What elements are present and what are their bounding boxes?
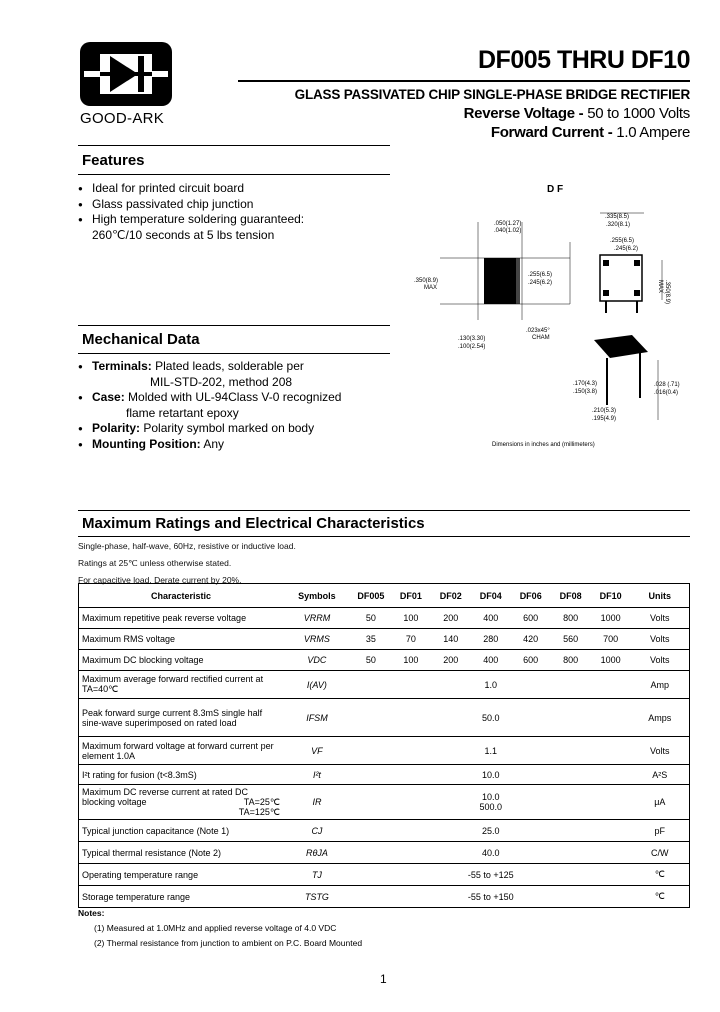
mech-case: ● Case: Molded with UL-94Class V-0 recognized: [78, 390, 341, 406]
svg-text:.130(3.30): .130(3.30): [458, 336, 486, 342]
svg-text:CHAM: CHAM: [532, 335, 550, 341]
title-divider: [238, 80, 690, 82]
feature-item: ● Ideal for printed circuit board: [78, 181, 304, 197]
table-row: Maximum forward voltage at forward current per element 1.0A VF 1.1 Volts: [79, 737, 690, 765]
reverse-voltage-spec: Reverse Voltage - 50 to 1000 Volts: [463, 105, 690, 122]
forward-current-spec: Forward Current - 1.0 Ampere: [490, 124, 690, 141]
package-diagram: [410, 180, 700, 460]
svg-text:.255(6.5): .255(6.5): [528, 272, 553, 278]
svg-text:.028 (.71): .028 (.71): [654, 382, 680, 388]
mech-mounting: ● Mounting Position: Any: [78, 437, 341, 453]
table-row: Storage temperature range TSTG -55 to +150 ℃: [79, 886, 690, 908]
svg-text:.350(8.9): .350(8.9): [664, 280, 670, 305]
diode-logo-icon: [80, 42, 172, 106]
svg-text:.245(6.2): .245(6.2): [528, 280, 553, 286]
mech-case-cont: flame retartant epoxy: [126, 405, 239, 420]
mech-terminals-cont: MIL-STD-202, method 208: [150, 374, 293, 389]
svg-text:.350(8.9): .350(8.9): [414, 278, 439, 284]
feature-item-continuation: 260℃/10 seconds at 5 lbs tension: [92, 227, 275, 242]
features-rule-top: [78, 145, 390, 146]
company-logo: [80, 42, 172, 106]
table-row: Maximum DC blocking voltage VDC 50 100 200 400 600 800 1000 Volts: [79, 650, 690, 671]
table-row: Typical junction capacitance (Note 1) CJ 25.0 pF: [79, 820, 690, 842]
ratings-intro: Single-phase, half-wave, 60Hz, resistive or inductive load. Ratings at 25℃ unless otherwise stated. For capacitive load, Derate current by 20%.: [78, 541, 296, 585]
ratings-rule-top: [78, 510, 690, 511]
feature-item: ● Glass passivated chip junction: [78, 197, 304, 213]
brand-name: GOOD-ARK: [80, 110, 165, 127]
table-row: Maximum average forward rectified current at TA=40℃ I(AV) 1.0 Amp: [79, 671, 690, 699]
mechanical-rule-bottom: [78, 353, 390, 354]
table-row: Operating temperature range TJ -55 to +125 ℃: [79, 864, 690, 886]
diagram-caption: Dimensions in inches and (millimeters): [492, 442, 595, 448]
mechanical-heading: Mechanical Data: [82, 331, 200, 348]
mechanical-list: [78, 359, 341, 452]
feature-item: ● High temperature soldering guaranteed:: [78, 212, 304, 228]
svg-text:.255(6.5): .255(6.5): [610, 238, 635, 244]
svg-text:.195(4.9): .195(4.9): [592, 416, 617, 422]
table-row: Peak forward surge current 8.3mS single half sine-wave superimposed on rated load IFSM 50.0 Amps: [79, 699, 690, 737]
svg-text:.016(0.4): .016(0.4): [654, 390, 679, 396]
page-number: 1: [380, 972, 387, 986]
product-subtitle: GLASS PASSIVATED CHIP SINGLE-PHASE BRIDGE RECTIFIER: [294, 87, 690, 102]
svg-text:.170(4.3): .170(4.3): [573, 381, 598, 387]
page-title: DF005 THRU DF10: [478, 46, 690, 74]
svg-text:.210(5.3): .210(5.3): [592, 408, 617, 414]
features-rule-bottom: [78, 174, 390, 175]
table-row: Maximum DC reverse current at rated DC blocking voltage TA=25℃ TA=125℃ IR 10.0 500.0 μA: [79, 785, 690, 820]
features-heading: Features: [82, 152, 145, 169]
table-header-row: Characteristic Symbols DF005 DF01 DF02 DF04 DF06 DF08 DF10 Units: [79, 584, 690, 608]
mechanical-rule-top: [78, 325, 390, 326]
svg-text:MAX: MAX: [657, 280, 663, 294]
package-label: D F: [547, 184, 564, 195]
table-row: Typical thermal resistance (Note 2) RθJA 40.0 C/W: [79, 842, 690, 864]
svg-text:.023x45°: .023x45°: [526, 328, 550, 334]
table-row: I²t rating for fusion (t<8.3mS) I²t 10.0 A²S: [79, 765, 690, 785]
mech-polarity: ● Polarity: Polarity symbol marked on body: [78, 421, 341, 437]
svg-text:MAX: MAX: [424, 285, 438, 291]
svg-text:.100(2.54): .100(2.54): [458, 344, 486, 350]
ratings-rule-bottom: [78, 536, 690, 537]
side-view-body: [484, 258, 516, 304]
svg-text:.320(8.1): .320(8.1): [606, 222, 631, 228]
mech-terminals: ● Terminals: Plated leads, solderable per: [78, 359, 341, 375]
features-list: [78, 181, 304, 243]
table-row: Maximum RMS voltage VRMS 35 70 140 280 420 560 700 Volts: [79, 629, 690, 650]
svg-text:.040(1.02): .040(1.02): [494, 228, 522, 234]
svg-text:.050(1.27): .050(1.27): [494, 221, 522, 227]
svg-text:.335(8.5): .335(8.5): [605, 214, 630, 220]
svg-text:.245(6.2): .245(6.2): [614, 246, 639, 252]
characteristics-table: [78, 583, 690, 908]
table-row: Maximum repetitive peak reverse voltage VRRM 50 100 200 400 600 800 1000 Volts: [79, 608, 690, 629]
ratings-heading: Maximum Ratings and Electrical Characteristics: [82, 515, 425, 532]
reverse-current-cell: Maximum DC reverse current at rated DC blocking voltage TA=25℃ TA=125℃: [79, 785, 283, 820]
svg-text:.150(3.8): .150(3.8): [573, 389, 598, 395]
table-notes: Notes: (1) Measured at 1.0MHz and applied reverse voltage of 4.0 VDC (2) Thermal resistance from junction to ambient on P.C. Board Mounted: [78, 908, 363, 948]
